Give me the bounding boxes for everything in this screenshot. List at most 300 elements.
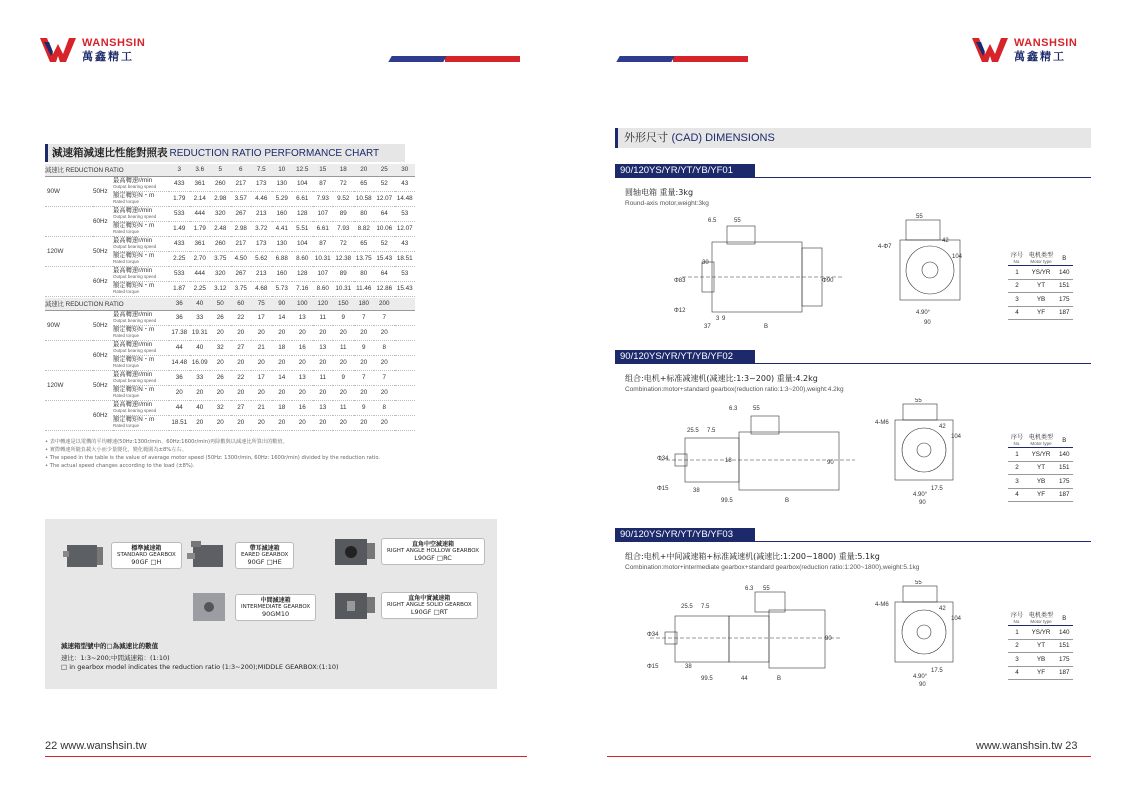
- dim-label: 90: [825, 636, 832, 642]
- spec-b: 140: [1056, 626, 1073, 640]
- torque-cell: 2.25: [169, 251, 190, 266]
- gearbox-label-en: STANDARD GEARBOX: [117, 551, 176, 558]
- power-cell: 90W: [45, 310, 93, 340]
- gearbox-intermediate-icon: [187, 591, 231, 623]
- spec-no: 1: [1008, 266, 1026, 280]
- ratio-cell: 7.5: [251, 164, 272, 176]
- section-code: 90/120YS/YR/YT/YB/YF03: [615, 528, 755, 542]
- torque-cell: 20: [333, 385, 354, 400]
- torque-label: 額定轉矩N・m Rated torque: [113, 325, 169, 340]
- section-rule: [755, 363, 1091, 364]
- speed-cell: 44: [169, 400, 190, 415]
- dim-label: 4.90°: [916, 310, 931, 316]
- torque-cell: 20: [374, 415, 395, 430]
- dim-label: 30: [702, 260, 709, 266]
- torque-cell: 12.38: [333, 251, 354, 266]
- power-cell: [45, 206, 93, 236]
- torque-cell: 8.60: [292, 251, 313, 266]
- torque-cell: 2.14: [190, 191, 211, 206]
- torque-cell: 6.61: [292, 191, 313, 206]
- spec-row: [1008, 666, 1073, 680]
- torque-cell: 16.09: [190, 355, 211, 370]
- dim-label: 55: [916, 214, 923, 220]
- torque-cell: 20: [313, 415, 334, 430]
- speed-label: 最高轉速r/min Output bearing speed: [113, 176, 169, 191]
- spec-no: 3: [1008, 653, 1026, 667]
- torque-cell: 5.29: [272, 191, 293, 206]
- dim-label: 4-Φ7: [878, 244, 892, 250]
- speed-cell: 160: [272, 266, 293, 281]
- spec-b: 151: [1056, 461, 1073, 475]
- spec-type: YB: [1026, 475, 1056, 489]
- perf-row: [45, 176, 415, 191]
- torque-cell: 2.70: [190, 251, 211, 266]
- spec-no: 4: [1008, 306, 1026, 320]
- perf-row: [45, 206, 415, 221]
- torque-cell: 20: [292, 355, 313, 370]
- speed-cell: 13: [313, 340, 334, 355]
- gearbox-right-angle-hollow: [333, 535, 485, 567]
- gearbox-model: L90GF □RC: [414, 553, 452, 562]
- speed-cell: [395, 340, 416, 355]
- dim-label: B: [785, 498, 790, 504]
- speed-cell: 533: [169, 266, 190, 281]
- speed-cell: 13: [313, 400, 334, 415]
- speed-cell: 433: [169, 176, 190, 191]
- dim-label: 90: [924, 320, 931, 326]
- spec-b: 187: [1056, 666, 1073, 680]
- speed-cell: 173: [251, 176, 272, 191]
- torque-cell: 20: [374, 355, 395, 370]
- speed-cell: 65: [354, 176, 375, 191]
- torque-cell: 3.75: [231, 281, 252, 296]
- torque-cell: 20: [313, 385, 334, 400]
- spec-type: YF: [1026, 306, 1056, 320]
- torque-cell: 20: [333, 415, 354, 430]
- torque-cell: 20: [231, 385, 252, 400]
- speed-cell: 9: [333, 310, 354, 325]
- torque-cell: 5.51: [292, 221, 313, 236]
- freq-cell: 60Hz: [93, 206, 113, 236]
- torque-cell: 10.31: [333, 281, 354, 296]
- brand-name: WANSHSIN: [1014, 37, 1078, 49]
- speed-cell: 217: [231, 176, 252, 191]
- freq-cell: 60Hz: [93, 400, 113, 430]
- spec-row: [1008, 448, 1073, 462]
- dim-label: 18: [725, 458, 732, 464]
- torque-cell: 2.98: [231, 221, 252, 236]
- gearbox-model: 90GF □HE: [247, 557, 282, 566]
- torque-cell: 8.60: [313, 281, 334, 296]
- speed-label: 最高轉速r/min Output bearing speed: [113, 206, 169, 221]
- dim-label: B: [764, 324, 769, 330]
- spec-header-b: B: [1056, 252, 1073, 266]
- brand-cn: 萬鑫精工: [1014, 50, 1066, 63]
- spec-b: 175: [1056, 293, 1073, 307]
- gearbox-label-en: RIGHT ANGLE HOLLOW GEARBOX: [387, 547, 480, 554]
- freq-cell: 50Hz: [93, 370, 113, 400]
- speed-cell: 89: [333, 206, 354, 221]
- spec-row: [1008, 626, 1073, 640]
- brand-logo-right: [972, 38, 1077, 62]
- freq-cell: 50Hz: [93, 310, 113, 340]
- speed-cell: 87: [313, 176, 334, 191]
- speed-cell: 65: [354, 236, 375, 251]
- speed-cell: 87: [313, 236, 334, 251]
- speed-cell: 17: [251, 310, 272, 325]
- speed-cell: 128: [292, 266, 313, 281]
- speed-cell: 17: [251, 370, 272, 385]
- torque-cell: 2.48: [210, 221, 231, 236]
- speed-cell: 33: [190, 370, 211, 385]
- speed-cell: 72: [333, 176, 354, 191]
- note-line: • 實際轉速所隨負載大小而少量變化，變化範圍為±8%左右。: [45, 447, 187, 453]
- dim-label: 104: [952, 254, 963, 260]
- torque-cell: 20: [272, 325, 293, 340]
- torque-cell: 20: [210, 415, 231, 430]
- dim-label: 44: [741, 676, 748, 682]
- dim-label: 17.5: [931, 486, 943, 492]
- torque-cell: 19.31: [190, 325, 211, 340]
- ratio-cell: 3.6: [190, 164, 211, 176]
- speed-cell: 18: [272, 400, 293, 415]
- note-line: • The actual speed changes according to the load (±8%).: [45, 463, 195, 469]
- drawing-yf02: [655, 398, 975, 508]
- speed-cell: 80: [354, 266, 375, 281]
- gearbox-solid-icon: [333, 589, 377, 621]
- gearbox-intermediate: [187, 591, 316, 623]
- torque-cell: [395, 325, 416, 340]
- speed-cell: 107: [313, 266, 334, 281]
- spec-b: 140: [1056, 448, 1073, 462]
- dim-label: 99.5: [721, 498, 733, 504]
- spec-header-b: B: [1056, 612, 1073, 626]
- perf-row: [45, 310, 415, 325]
- torque-cell: 8.82: [354, 221, 375, 236]
- torque-cell: 7.93: [313, 191, 334, 206]
- speed-cell: 107: [313, 206, 334, 221]
- dim-label: 90: [919, 682, 926, 688]
- top-color-bar: [618, 56, 748, 62]
- dim-label: 17.5: [931, 668, 943, 674]
- speed-cell: 361: [190, 236, 211, 251]
- perf-row: [45, 266, 415, 281]
- speed-cell: 13: [292, 370, 313, 385]
- spec-b: 187: [1056, 488, 1073, 502]
- speed-cell: 9: [333, 370, 354, 385]
- power-cell: [45, 340, 93, 370]
- gear-note-line2: 速比：1:3~200;中間減速箱：(1:10): [61, 654, 170, 662]
- speed-cell: 21: [251, 400, 272, 415]
- spec-type: YS/YR: [1026, 266, 1056, 280]
- spec-header-type: 电机类型 Motor type: [1026, 612, 1056, 626]
- torque-cell: 1.87: [169, 281, 190, 296]
- footer-left: [45, 740, 147, 752]
- page-number: 22: [45, 740, 58, 752]
- speed-cell: 213: [251, 266, 272, 281]
- torque-cell: 12.86: [374, 281, 395, 296]
- speed-cell: 21: [251, 340, 272, 355]
- torque-label: 額定轉矩N・m Rated torque: [113, 191, 169, 206]
- speed-cell: 26: [210, 310, 231, 325]
- torque-cell: 4.68: [251, 281, 272, 296]
- speed-cell: 33: [190, 310, 211, 325]
- ratio-cell: 25: [374, 164, 395, 176]
- speed-cell: 130: [272, 236, 293, 251]
- dim-label: 55: [753, 406, 760, 412]
- power-cell: 90W: [45, 176, 93, 206]
- torque-cell: 20: [251, 355, 272, 370]
- torque-cell: 4.50: [231, 251, 252, 266]
- torque-cell: 17.38: [169, 325, 190, 340]
- speed-cell: 8: [374, 400, 395, 415]
- dim-label: 6.5: [708, 218, 717, 224]
- torque-cell: 20: [210, 355, 231, 370]
- drawing-yf03: [645, 580, 975, 690]
- speed-cell: 320: [210, 206, 231, 221]
- perf-row: [45, 370, 415, 385]
- torque-cell: 20: [251, 325, 272, 340]
- torque-cell: 4.41: [272, 221, 293, 236]
- torque-cell: 20: [231, 355, 252, 370]
- speed-cell: 64: [374, 206, 395, 221]
- brand-cn: 萬鑫精工: [82, 50, 134, 63]
- torque-cell: 6.61: [313, 221, 334, 236]
- ratio-header: 減速比 REDUCTION RATIO: [45, 298, 169, 310]
- speed-cell: 43: [395, 236, 416, 251]
- speed-cell: 160: [272, 206, 293, 221]
- torque-cell: 20: [313, 355, 334, 370]
- torque-label: 額定轉矩N・m Rated torque: [113, 221, 169, 236]
- torque-label: 額定轉矩N・m Rated torque: [113, 355, 169, 370]
- torque-cell: 15.43: [395, 281, 416, 296]
- spec-b: 187: [1056, 306, 1073, 320]
- speed-cell: 43: [395, 176, 416, 191]
- torque-label: 額定轉矩N・m Rated torque: [113, 415, 169, 430]
- ratio-cell: 10: [272, 164, 293, 176]
- speed-cell: 72: [333, 236, 354, 251]
- torque-cell: 20: [190, 415, 211, 430]
- ratio-cell: 36: [169, 298, 190, 310]
- spec-row: [1008, 475, 1073, 489]
- speed-cell: 260: [210, 176, 231, 191]
- perf-row: [45, 340, 415, 355]
- spec-no: 4: [1008, 488, 1026, 502]
- speed-cell: 7: [374, 370, 395, 385]
- power-cell: 120W: [45, 370, 93, 400]
- torque-cell: 20: [231, 325, 252, 340]
- spec-row: [1008, 306, 1073, 320]
- spec-header-type: 电机类型 Motor type: [1026, 252, 1056, 266]
- perf-row: [45, 400, 415, 415]
- spec-header-no: 序号 No.: [1008, 612, 1026, 626]
- speed-cell: 9: [354, 400, 375, 415]
- gearbox-label-cn: 標準減速箱: [131, 544, 162, 552]
- section-desc-cn: 组合:电机+中间减速箱+标准减速机(减速比:1:200~1800) 重量:5.1kg: [625, 552, 880, 561]
- dim-label: 55: [915, 398, 922, 404]
- torque-cell: 20: [292, 385, 313, 400]
- dim-label: Φ15: [657, 486, 669, 492]
- dim-label: 3: [716, 316, 720, 322]
- brand-logo-icon: [972, 38, 1008, 62]
- ratio-cell: 75: [251, 298, 272, 310]
- ratio-header: 減速比 REDUCTION RATIO: [45, 164, 169, 176]
- spec-type: YS/YR: [1026, 448, 1056, 462]
- dim-label: Φ12: [674, 308, 686, 314]
- dim-label: 90: [919, 500, 926, 506]
- footer-right: [976, 740, 1078, 752]
- dimensions-title: 外形尺寸 (CAD) DIMENSIONS: [615, 128, 1091, 148]
- spec-table-3: [1008, 612, 1073, 680]
- ratio-cell: 5: [210, 164, 231, 176]
- spec-b: 175: [1056, 475, 1073, 489]
- speed-cell: 444: [190, 206, 211, 221]
- spec-no: 2: [1008, 461, 1026, 475]
- dim-label: 42: [939, 606, 946, 612]
- torque-cell: 20: [354, 385, 375, 400]
- ratio-cell: 6: [231, 164, 252, 176]
- footer-url: www.wanshsin.tw: [60, 740, 147, 752]
- torque-cell: 20: [272, 355, 293, 370]
- gearbox-hollow-icon: [333, 535, 377, 567]
- torque-cell: 20: [272, 385, 293, 400]
- speed-cell: 7: [374, 310, 395, 325]
- spec-type: YT: [1026, 639, 1056, 653]
- speed-cell: 53: [395, 206, 416, 221]
- torque-cell: 20: [354, 415, 375, 430]
- speed-label: 最高轉速r/min Output bearing speed: [113, 400, 169, 415]
- torque-cell: 14.48: [169, 355, 190, 370]
- brand-logo-icon: [40, 38, 76, 62]
- torque-cell: 20: [354, 355, 375, 370]
- note-line: • The speed in the table is the value of average motor speed (50Hz: 1300r/min, 60Hz: 1600r/min) divided by the reduction ratio.: [45, 455, 381, 461]
- section-desc-cn: 圆轴电箱 重量:3kg: [625, 188, 694, 197]
- spec-row: [1008, 279, 1073, 293]
- ratio-cell: 120: [313, 298, 334, 310]
- speed-cell: [395, 310, 416, 325]
- dim-label: 4-M6: [875, 420, 889, 426]
- torque-cell: 14.48: [395, 191, 416, 206]
- dim-label: Φ83: [674, 278, 686, 284]
- gearbox-standard-icon: [63, 539, 107, 571]
- dim-label: 42: [939, 424, 946, 430]
- gearbox-model: 90GM10: [261, 609, 290, 618]
- ratio-cell: 180: [354, 298, 375, 310]
- brand-logo: [40, 38, 145, 62]
- torque-cell: [395, 415, 416, 430]
- gearbox-eared: [187, 539, 294, 571]
- torque-cell: 11.46: [354, 281, 375, 296]
- torque-cell: 20: [190, 385, 211, 400]
- speed-cell: 64: [374, 266, 395, 281]
- speed-cell: 16: [292, 340, 313, 355]
- section-rule: [755, 177, 1091, 178]
- speed-cell: 40: [190, 400, 211, 415]
- dim-label: 104: [951, 434, 962, 440]
- torque-cell: 13.75: [354, 251, 375, 266]
- spec-row: [1008, 266, 1073, 280]
- torque-cell: 5.62: [251, 251, 272, 266]
- torque-cell: 15.43: [374, 251, 395, 266]
- torque-cell: 3.72: [251, 221, 272, 236]
- speed-cell: 36: [169, 370, 190, 385]
- gearbox-label-cn: 帶耳減速箱: [249, 544, 280, 552]
- spec-no: 1: [1008, 626, 1026, 640]
- section-code: 90/120YS/YR/YT/YB/YF01: [615, 164, 755, 178]
- section-code: 90/120YS/YR/YT/YB/YF02: [615, 350, 755, 364]
- dim-label: 55: [734, 218, 741, 224]
- gearbox-label-en: EARED GEARBOX: [241, 551, 289, 558]
- ratio-cell: 20: [354, 164, 375, 176]
- speed-cell: 13: [292, 310, 313, 325]
- speed-cell: 26: [210, 370, 231, 385]
- drawing-yf01: [672, 212, 972, 332]
- ratio-cell: 150: [333, 298, 354, 310]
- spec-row: [1008, 653, 1073, 667]
- spec-no: 2: [1008, 279, 1026, 293]
- gearbox-standard: [63, 539, 182, 571]
- torque-cell: 9.52: [333, 191, 354, 206]
- spec-b: 175: [1056, 653, 1073, 667]
- torque-cell: 4.46: [251, 191, 272, 206]
- ratio-cell: 15: [313, 164, 334, 176]
- gearbox-model: 90GF □H: [131, 557, 162, 566]
- spec-header-no: 序号 No.: [1008, 434, 1026, 448]
- gearbox-label-cn: 中間減速箱: [260, 596, 291, 604]
- perf-table-a: [45, 164, 415, 297]
- footer-line: [45, 756, 527, 757]
- speed-label: 最高轉速r/min Output bearing speed: [113, 370, 169, 385]
- torque-cell: 20: [169, 385, 190, 400]
- speed-cell: 320: [210, 266, 231, 281]
- spec-row: [1008, 639, 1073, 653]
- dim-label: 6.3: [729, 406, 738, 412]
- section-desc-cn: 组合:电机+标准减速机(减速比:1:3~200) 重量:4.2kg: [625, 374, 818, 383]
- gearbox-label-cn: 直角中實減速箱: [408, 594, 451, 602]
- dim-label: 55: [763, 586, 770, 592]
- gearbox-model: L90GF □RT: [410, 607, 448, 616]
- speed-cell: 16: [292, 400, 313, 415]
- dim-label: Φ34: [657, 456, 669, 462]
- dim-label: 38: [693, 488, 700, 494]
- torque-cell: 5.73: [272, 281, 293, 296]
- torque-cell: 7.93: [333, 221, 354, 236]
- speed-cell: 22: [231, 310, 252, 325]
- speed-cell: 27: [231, 340, 252, 355]
- torque-cell: 2.98: [210, 191, 231, 206]
- speed-cell: 9: [354, 340, 375, 355]
- torque-cell: [395, 385, 416, 400]
- speed-cell: 22: [231, 370, 252, 385]
- ratio-cell: 18: [333, 164, 354, 176]
- torque-cell: 20: [333, 355, 354, 370]
- torque-cell: 6.88: [272, 251, 293, 266]
- speed-cell: 7: [354, 310, 375, 325]
- torque-cell: 3.57: [231, 191, 252, 206]
- section-desc-en: Round-axis motor,weight:3kg: [625, 200, 709, 207]
- perf-table-b: [45, 298, 415, 431]
- ratio-cell: 90: [272, 298, 293, 310]
- dim-label: 38: [685, 664, 692, 670]
- speed-cell: 52: [374, 176, 395, 191]
- spec-type: YB: [1026, 293, 1056, 307]
- torque-cell: 3.12: [210, 281, 231, 296]
- dim-label: 42: [942, 238, 949, 244]
- speed-cell: 11: [333, 400, 354, 415]
- torque-cell: 12.07: [395, 221, 416, 236]
- section-desc-en: Combination:motor+intermediate gearbox+standard gearbox(reduction ratio:1:200~1800),weight:5.1kg: [625, 564, 920, 571]
- gear-note-line1: 減速箱型號中的□為減速比的數值: [61, 642, 159, 650]
